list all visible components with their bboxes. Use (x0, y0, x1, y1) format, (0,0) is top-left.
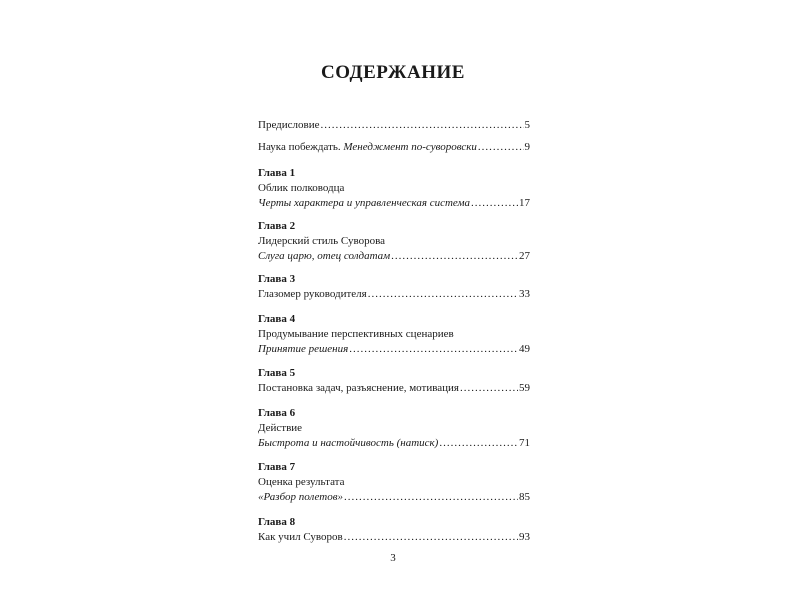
toc-entry-text: Наука побеждать. Менеджмент по-суворовски (258, 141, 477, 153)
chapter-label: Глава 2 (258, 220, 296, 232)
toc-entry-text: Глазомер руководителя (258, 288, 367, 300)
chapter-heading: Действие (258, 422, 303, 434)
toc-entry-preface (258, 118, 530, 133)
toc-entry-text: Быстрота и настойчивость (натиск) (258, 437, 439, 449)
toc-page-number: 59 (519, 382, 530, 394)
toc-page-number: 71 (519, 437, 530, 449)
leader-dots (344, 490, 518, 505)
leader-dots (344, 530, 518, 545)
leader-dots (460, 381, 518, 396)
leader-dots (321, 118, 524, 133)
toc-page-number: 9 (524, 141, 530, 153)
chapter-label: Глава 1 (258, 167, 296, 179)
toc-chapter-3 (258, 272, 530, 302)
toc-chapter-1 (258, 166, 530, 211)
toc-page-number: 93 (519, 531, 530, 543)
chapter-heading: Облик полководца (258, 182, 345, 194)
chapter-label: Глава 8 (258, 516, 296, 528)
toc-entry-text: Как учил Суворов (258, 531, 343, 543)
chapter-label: Глава 4 (258, 313, 296, 325)
toc-page-number: 5 (524, 119, 530, 131)
toc-chapter-7 (258, 460, 530, 505)
leader-dots (478, 140, 524, 155)
chapter-label: Глава 5 (258, 367, 296, 379)
toc-page-number: 33 (519, 288, 530, 300)
toc-entry-text: Постановка задач, разъяснение, мотивация (258, 382, 459, 394)
leader-dots (439, 436, 518, 451)
toc-entry-text: Принятие решения (258, 343, 349, 355)
leader-dots (349, 342, 518, 357)
toc-entry-text: «Разбор полетов» (258, 491, 343, 503)
toc-page-number: 85 (519, 491, 530, 503)
table-of-contents (258, 118, 530, 545)
leader-dots (368, 287, 518, 302)
toc-entry-text: Черты характера и управленческая система (258, 197, 471, 209)
toc-entry-intro (258, 140, 530, 155)
chapter-label: Глава 6 (258, 407, 296, 419)
toc-chapter-4 (258, 312, 530, 357)
chapter-label: Глава 7 (258, 461, 296, 473)
leader-dots (391, 249, 518, 264)
leader-dots (471, 196, 518, 211)
toc-page-number: 17 (519, 197, 530, 209)
toc-chapter-6 (258, 406, 530, 451)
toc-page-number: 27 (519, 250, 530, 262)
chapter-heading: Продумывание перспективных сценариев (258, 328, 454, 340)
toc-page-number: 49 (519, 343, 530, 355)
toc-chapter-5 (258, 366, 530, 396)
chapter-label: Глава 3 (258, 273, 296, 285)
page-title: СОДЕРЖАНИЕ (321, 62, 465, 83)
toc-entry-text: Предисловие (258, 119, 320, 131)
toc-entry-text: Слуга царю, отец солдатам (258, 250, 391, 262)
chapter-heading: Оценка результата (258, 476, 345, 488)
chapter-heading: Лидерский стиль Суворова (258, 235, 386, 247)
page-number: 3 (390, 552, 396, 564)
toc-chapter-2 (258, 219, 530, 264)
toc-chapter-8 (258, 515, 530, 545)
